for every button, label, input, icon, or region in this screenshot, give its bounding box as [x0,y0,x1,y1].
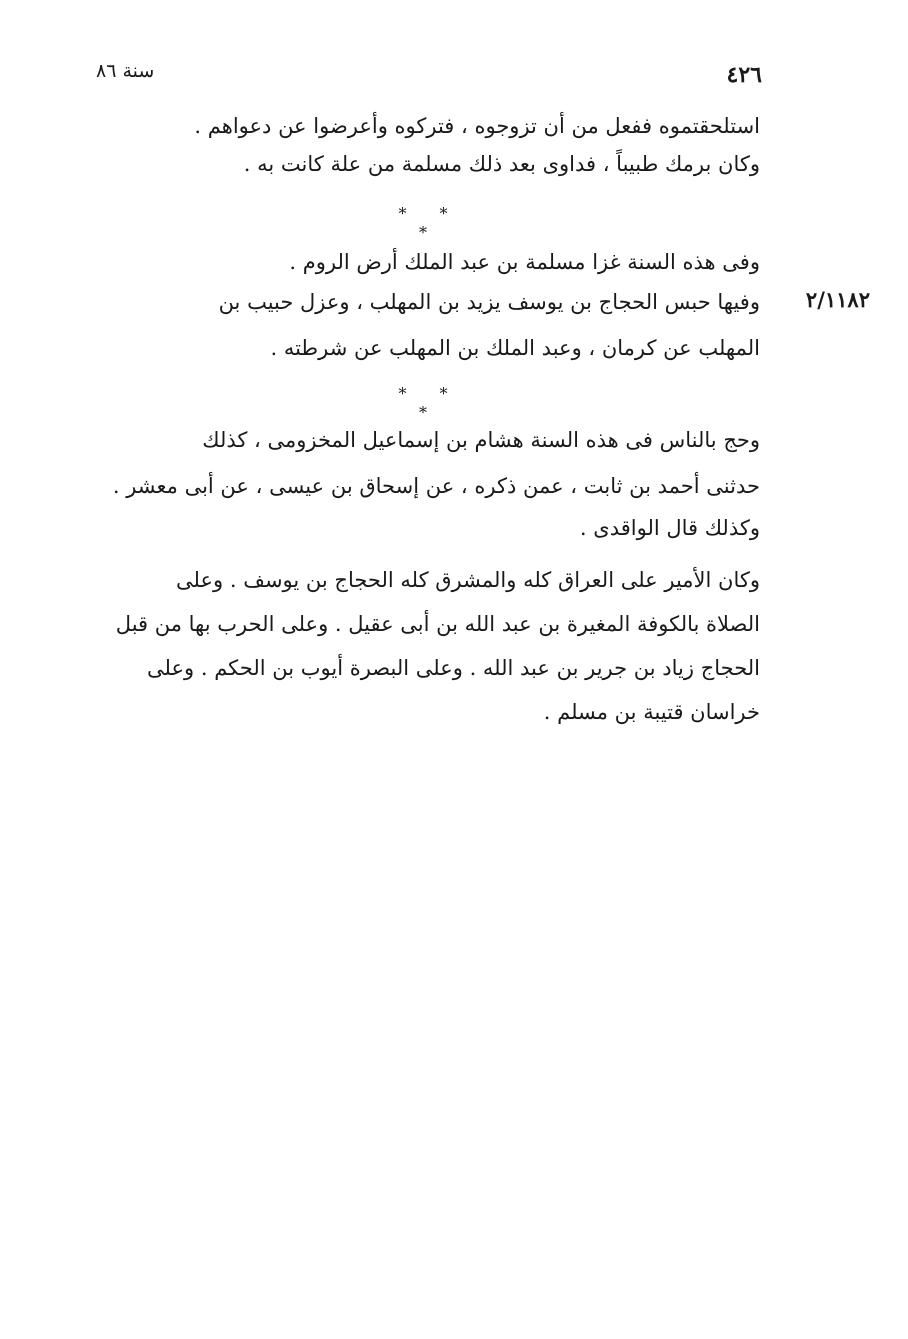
text-line: وفيها حبس الحجاج بن يوسف يزيد بن المهلب ، وعزل حبيب بن [218,290,760,314]
text-line: الحجاج زياد بن جرير بن عبد الله . وعلى البصرة أيوب بن الحكم . وعلى [147,656,760,680]
paragraph-3 [100,286,760,364]
text-line: وكان برمك طبيباً ، فداوى بعد ذلك مسلمة من علة كانت به . [243,152,760,176]
text-line: حدثنى أحمد بن ثابت ، عمن ذكره ، عن إسحاق بن عيسى ، عن أبى معشر . [112,474,760,498]
paragraph-5 [100,564,760,728]
section-separator: * * * [398,384,462,422]
text-line: وحج بالناس فى هذه السنة هشام بن إسماعيل المخزومى ، كذلك [202,428,760,452]
running-head: سنة ٨٦ [96,60,155,82]
paragraph-4 [100,424,760,544]
text-line: وكذلك قال الواقدى . [579,516,760,540]
text-line: خراسان قتيبة بن مسلم . [543,700,760,724]
text-line: المهلب عن كرمان ، وعبد الملك بن المهلب عن شرطته . [270,336,760,360]
page-number: ٤٢٦ [726,62,762,88]
section-separator: * * * [398,204,462,242]
text-line: وفى هذه السنة غزا مسلمة بن عبد الملك أرض الروم . [289,250,760,274]
text-line: الصلاة بالكوفة المغيرة بن عبد الله بن أبى عقيل . وعلى الحرب بها من قبل [115,612,760,636]
text-line: استلحقتموه ففعل من أن تزوجوه ، فتركوه وأعرضوا عن دعواهم . [194,114,760,138]
paragraph-2 [100,246,760,278]
paragraph-1 [100,110,760,180]
margin-reference: ٢/١١٨٢ [805,287,870,312]
text-line: وكان الأمير على العراق كله والمشرق كله الحجاج بن يوسف . وعلى [176,568,760,592]
